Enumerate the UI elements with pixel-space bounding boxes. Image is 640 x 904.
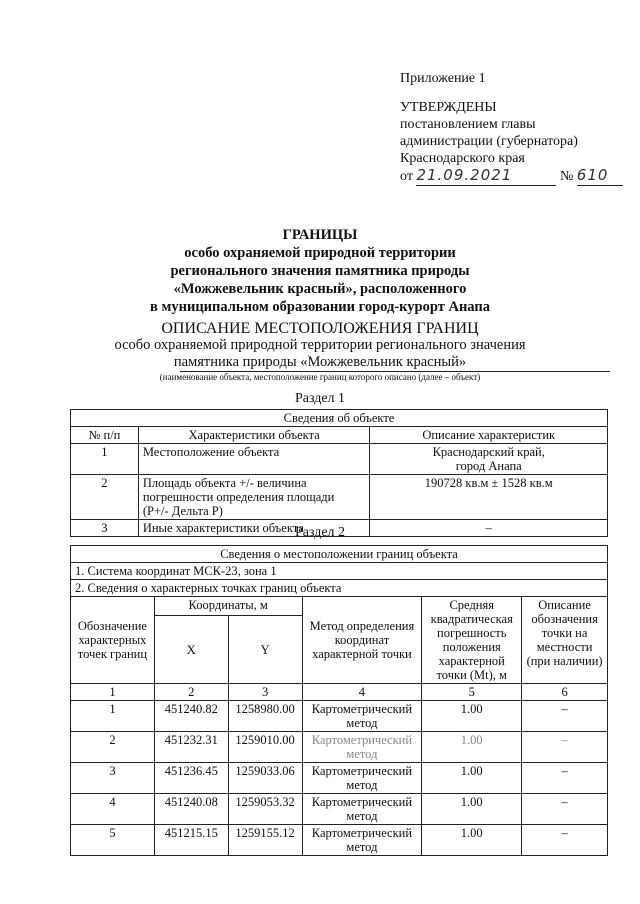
header-characteristics: Характеристики объекта — [138, 427, 370, 444]
date-value: 21.09.2021 — [416, 166, 513, 184]
header-number: № п/п — [71, 427, 139, 444]
header-coordinates: Координаты, м — [154, 597, 302, 616]
title-line-3: регионального значения памятника природы — [170, 263, 470, 279]
table-row: 5 451215.15 1259155.12 Картометрический метод 1.00 – — [71, 825, 608, 856]
object-info-table — [70, 409, 608, 537]
table-row: 2 Площадь объекта +/- величина погрешности определения площади (P+/- Дельта P) 190728 кв.м ± 1528 кв.м — [71, 475, 608, 520]
coordinate-system: 1. Система координат МСК-23, зона 1 — [71, 563, 608, 580]
section-1-title: Раздел 1 — [294, 391, 346, 406]
approval-line-3: Краснодарского края — [400, 151, 525, 166]
description-block — [0, 320, 640, 371]
object-info-caption: Сведения об объекте — [71, 410, 608, 427]
date-field — [416, 167, 556, 186]
approval-date-line — [400, 167, 623, 186]
approval-line-1: постановлением главы — [400, 117, 536, 132]
approved-label: УТВЕРЖДЕНЫ — [400, 100, 497, 115]
table-row: 1 Местоположение объекта Краснодарский край, город Анапа — [71, 444, 608, 475]
description-line-2: особо охраняемой природной территории регионального значения — [114, 337, 526, 353]
description-heading: ОПИСАНИЕ МЕСТОПОЛОЖЕНИЯ ГРАНИЦ — [161, 320, 479, 337]
table-row: 4 451240.08 1259053.32 Картометрический метод 1.00 – — [71, 794, 608, 825]
from-label: от — [400, 169, 413, 184]
title-line-4: «Можжевельник красный», расположенного — [173, 281, 467, 297]
header-x: X — [154, 616, 228, 684]
description-note: (наименование объекта, местоположение границ которого описано (далее – объект) — [159, 372, 481, 382]
title-line-5: в муниципальном образовании город-курорт Анапа — [150, 299, 490, 315]
number-field — [577, 167, 623, 186]
boundary-caption: Сведения о местоположении границ объекта — [71, 546, 608, 563]
document-title — [0, 226, 640, 316]
points-label: 2. Сведения о характерных точках границ объекта — [71, 580, 608, 597]
header-method: Метод определения координат характерной точки — [302, 597, 422, 684]
table-row: 3 Иные характеристики объекта – — [71, 520, 608, 537]
column-numbers-row: 1 2 3 4 5 6 — [71, 684, 608, 701]
header-y: Y — [228, 616, 302, 684]
number-value: 610 — [576, 166, 609, 184]
header-location: Описание обозначения точки на местности (при наличии) — [522, 597, 608, 684]
title-line-2: особо охраняемой природной территории — [184, 245, 456, 261]
header-accuracy: Средняя квадратическая погрешность положения характерной точки (Mt), м — [422, 597, 522, 684]
description-line-3: памятника природы «Можжевельник красный» — [173, 354, 467, 370]
approval-block — [400, 70, 623, 186]
table-row: 3 451236.45 1259033.06 Картометрический метод 1.00 – — [71, 763, 608, 794]
boundary-points-table — [70, 545, 608, 856]
title-line-1: ГРАНИЦЫ — [282, 227, 358, 243]
appendix-label: Приложение 1 — [400, 71, 486, 86]
approval-line-2: администрации (губернатора) — [400, 134, 578, 149]
number-label: № — [559, 169, 574, 184]
table-row: 1 451240.82 1258980.00 Картометрический метод 1.00 – — [71, 701, 608, 732]
section-2-title: Раздел 2 — [294, 525, 346, 540]
table-row: 2 451232.31 1259010.00 Картометрический метод 1.00 – — [71, 732, 608, 763]
header-designation: Обозначение характерных точек границ — [71, 597, 155, 684]
header-description: Описание характеристик — [370, 427, 608, 444]
